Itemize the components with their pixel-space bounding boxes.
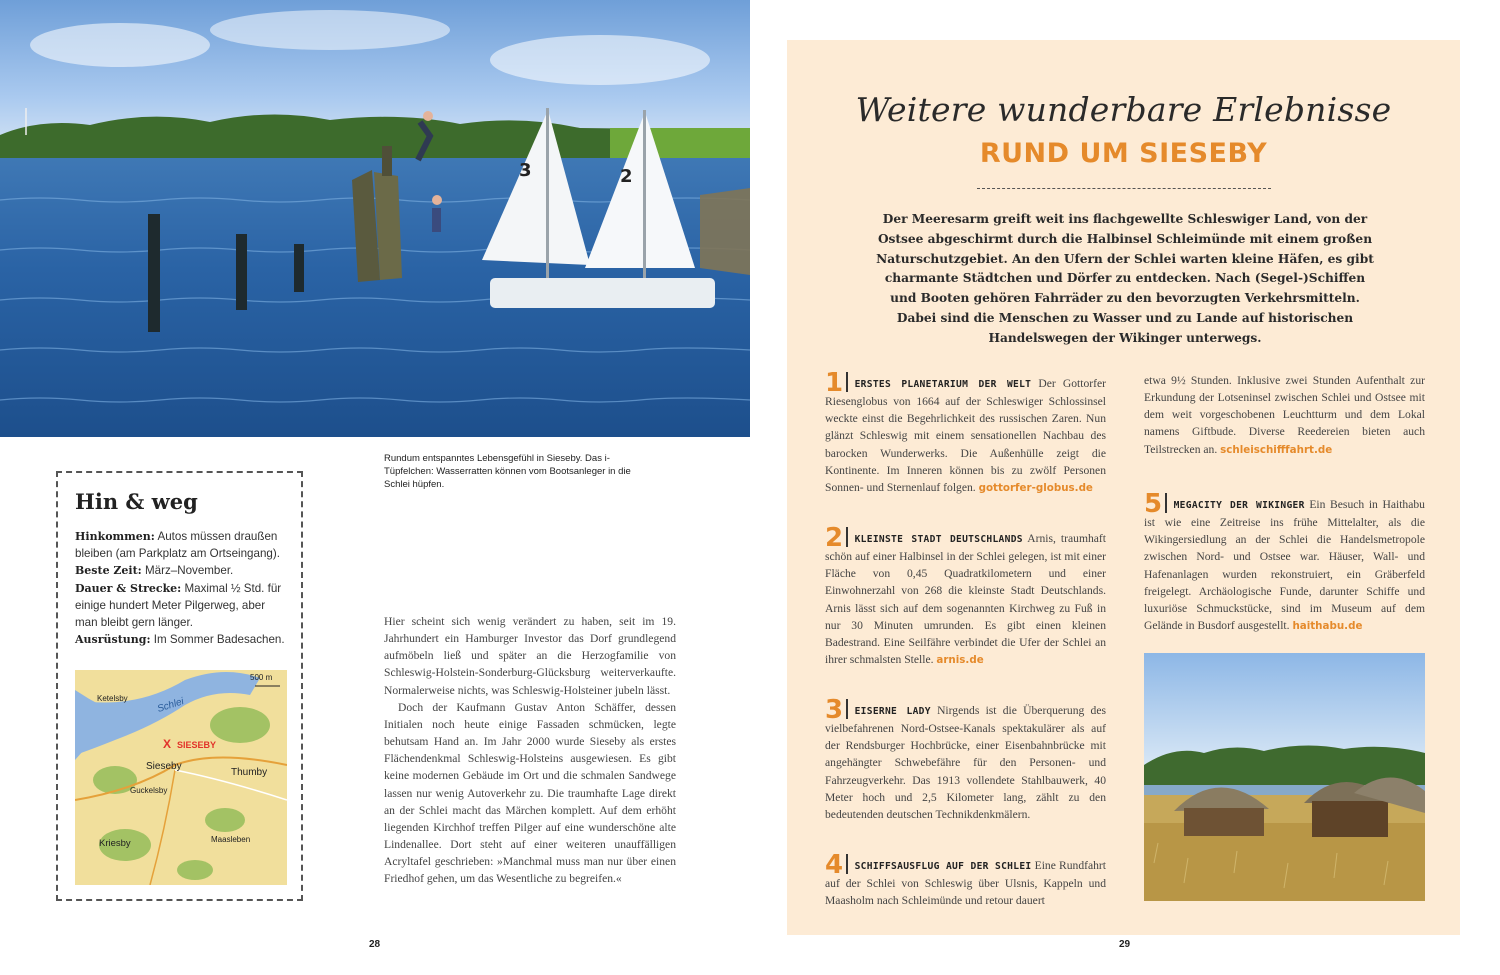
item-number: 1 (825, 368, 844, 398)
item-text: Eine Rundfahrt auf der Schlei von Schleswig über Ulsnis, Kappeln und Maasholm nach Schleimünde und retour dauert (825, 859, 1107, 908)
info-box-lines (75, 528, 290, 648)
item-text: etwa 9½ Stunden. Inklusive zwei Stunden Aufenthalt zur Erkundung der Lotseninsel zwischen Schlei und Ostsee mit dem weit vorgeschobenen Leuchtturm und dem Lokal namens Giftbude. Diverse Reedereien bieten auch Teilstrecken an. (1144, 374, 1425, 456)
sail-number-3: 3 (519, 160, 532, 181)
map-label-thumby: Thumby (231, 767, 268, 778)
location-map (75, 670, 287, 885)
item-text: Der Gottorfer Riesenglobus von 1664 auf der Schleswiger Schlossinsel weckte einst die Begehrlichkeit des russischen Zaren. Nun glänzt Schleswig mit einem sensationellen Nachbau des barocken Wunderwerks. Die Außenhülle zeigt die Kontinente. Im Inneren können bis zu zwölf Personen Sonnen- und Sternenlauf folgen. (825, 377, 1106, 494)
travel-info-box (56, 471, 303, 901)
item-link[interactable]: haithabu.de (1292, 620, 1363, 633)
body-text (384, 613, 676, 888)
info-box-title: Hin & weg (75, 489, 198, 514)
map-label-sieseby: Sieseby (146, 761, 182, 772)
lake-photo (0, 0, 750, 437)
body-paragraph: Doch der Kaufmann Gustav Anton Schäffer, dessen Initialen noch heute einige Fassaden schmücken, legte behutsam Hand an. Im Jahr 2000 wurde Sieseby als erstes Flächendenkmal Schleswig-Holsteins ausgewiesen. Es gibt keine modernen Gebäude im Ort und die schmalen Sandwege lassen nur wenig Autoverkehr zu. Die traumhafte Lage direkt an der Schlei macht das Märchen komplett. Auf dem erhöht liegenden Kirchhof treffen Pilger auf eine wunderschöne alte Lindenallee. Dort steht auf einer weiteren unauffälligen Acryltafel geschrieben: »Manchmal muss man nur über einen Friedhof gehen, um das Wesentliche zu begreifen.« (384, 700, 676, 886)
info-line-best-time: Beste Zeit: März–November. (75, 564, 234, 578)
item-heading: ERSTES PLANETARIUM DER WELT (854, 379, 1032, 390)
intro-text: Der Meeresarm greift weit ins flachgewellte Schleswiger Land, von der Ostsee abgeschirmt durch die Halbinsel Schleimünde mit einem großen Naturschutzgebiet. An den Ufern der Schlei warten kleine Häfen, es gibt charmante Städtchen und Dörfer zu entdecken. Nach (Segel-)Schiffen und Booten gehören Fahrräder zu den bevorzugten Verkehrsmitteln. Dabei sind die Menschen zu Wasser und zu Lande auf historischen Handelswegen der Wikinger unterwegs. (876, 212, 1374, 345)
map-marker-x: X (163, 737, 172, 751)
item-number: 4 (825, 850, 844, 880)
map-scale: 500 m (250, 673, 273, 682)
title-divider (977, 188, 1271, 189)
info-line-arrival: Hinkommen: Autos müssen draußen bleiben (am Parkplatz am Ortseingang). (75, 530, 280, 561)
item-divider (846, 854, 848, 874)
map-label-highlight: SIESEBY (177, 740, 217, 750)
info-line-duration: Dauer & Strecke: Maximal ½ Std. für einige hundert Meter Pilgerweg, aber man bleibt gern länger. (75, 581, 282, 630)
item-text: Ein Besuch in Haithabu ist wie eine Zeitreise ins frühe Mittelalter, als die Wikingersiedlung an der Schlei die Handelsmetropole zwischen Nord- und Ostsee war. Häuser, Wall- und Hafenanlagen wurden rekonstruiert, ein Gräberfeld freigelegt. Archäologische Funde, darunter Schiffe und luxuriöse Schmuckstücke, sind im Museum auf dem Gelände in Busdorf ausgestellt. (1144, 498, 1425, 633)
map-label-kriesby: Kriesby (99, 838, 131, 849)
highlight-item-4-continued (1144, 372, 1425, 459)
sailboats-illustration (0, 0, 750, 437)
item-divider (846, 699, 848, 719)
highlight-item-4 (825, 850, 1107, 909)
item-number: 5 (1144, 489, 1163, 519)
viking-houses-photo (1144, 653, 1425, 901)
viking-houses-illustration (1144, 653, 1425, 901)
page-number-right: 29 (1119, 939, 1131, 950)
item-number: 2 (825, 523, 844, 553)
map-label-guckelsby: Guckelsby (130, 786, 168, 795)
item-text: Nirgends ist die Überquerung des vielbefahrenen Nord-Ostsee-Kanals spektakulärer als auf der Rendsburger Hochbrücke, einer Eisenbahnbrücke mit angehängter Schwebefähre für den Personen- und Fahrzeugverkehr. Das 1913 vollendete Stahlbauwerk, 40 Meter hoch und 2,5 Kilometer lang, zählt zu den bedeutenden deutschen Technikdenkmälern. (825, 704, 1106, 821)
body-paragraph: Hier scheint sich wenig verändert zu haben, seit im 19. Jahrhundert ein Hamburger Investor das Dorf grundlegend aufmöbeln ließ und später an die Herzogfamilie von Schleswig-Holstein-Sonderburg-Glücksburg weiterverkaufte. Normalerweise nichts, was Schleswig-Holsteiner jubeln lässt. (384, 615, 676, 697)
sail-number-2: 2 (620, 166, 633, 187)
page-number-left: 28 (369, 939, 381, 950)
highlight-item-3 (825, 695, 1106, 823)
page-title: Weitere wunderbare Erlebnisse (855, 90, 1392, 129)
map-label-water: Schlei (155, 696, 186, 715)
item-link[interactable]: schleischifffahrt.de (1220, 443, 1333, 456)
item-heading: SCHIFFSAUSFLUG AUF DER SCHLEI (854, 861, 1032, 872)
item-divider (846, 372, 848, 392)
item-heading: KLEINSTE STADT DEUTSCHLANDS (854, 534, 1023, 545)
item-divider (1165, 493, 1167, 513)
highlight-item-5 (1144, 489, 1425, 635)
info-line-equipment: Ausrüstung: Im Sommer Badesachen. (75, 633, 285, 647)
item-heading: EISERNE LADY (854, 706, 931, 717)
map-label-ketelsby: Ketelsby (97, 694, 128, 703)
item-divider (846, 527, 848, 547)
photo-caption: Rundum entspanntes Lebensgefühl in Sieseby. Das i-Tüpfelchen: Wasserratten können vom Bootsanleger in die Schlei hüpfen. (384, 453, 631, 490)
item-heading: MEGACITY DER WIKINGER (1173, 500, 1305, 511)
page-subtitle: RUND UM SIESEBY (979, 138, 1268, 169)
item-link[interactable]: gottorfer-globus.de (978, 481, 1093, 494)
item-link[interactable]: arnis.de (936, 654, 984, 667)
highlight-item-2 (825, 523, 1106, 669)
item-text: Arnis, traumhaft schön auf einer Halbinsel in der Schlei gelegen, ist mit einer Fläche von 0,45 Quadratkilometern und einer Einwohnerzahl von 268 die kleinste Stadt Deutschlands. Arnis lässt sich auf dem sogenannten Kirchweg zu Fuß in nur 30 Minuten umrunden. Es gibt einen kleinen Badestrand. Eine Seilfähre verbindet die Ufer der Schlei an ihrer schmalsten Stelle. (825, 532, 1106, 667)
highlight-item-1 (825, 368, 1106, 497)
map-label-maasleben: Maasleben (211, 835, 251, 844)
item-number: 3 (825, 695, 844, 725)
